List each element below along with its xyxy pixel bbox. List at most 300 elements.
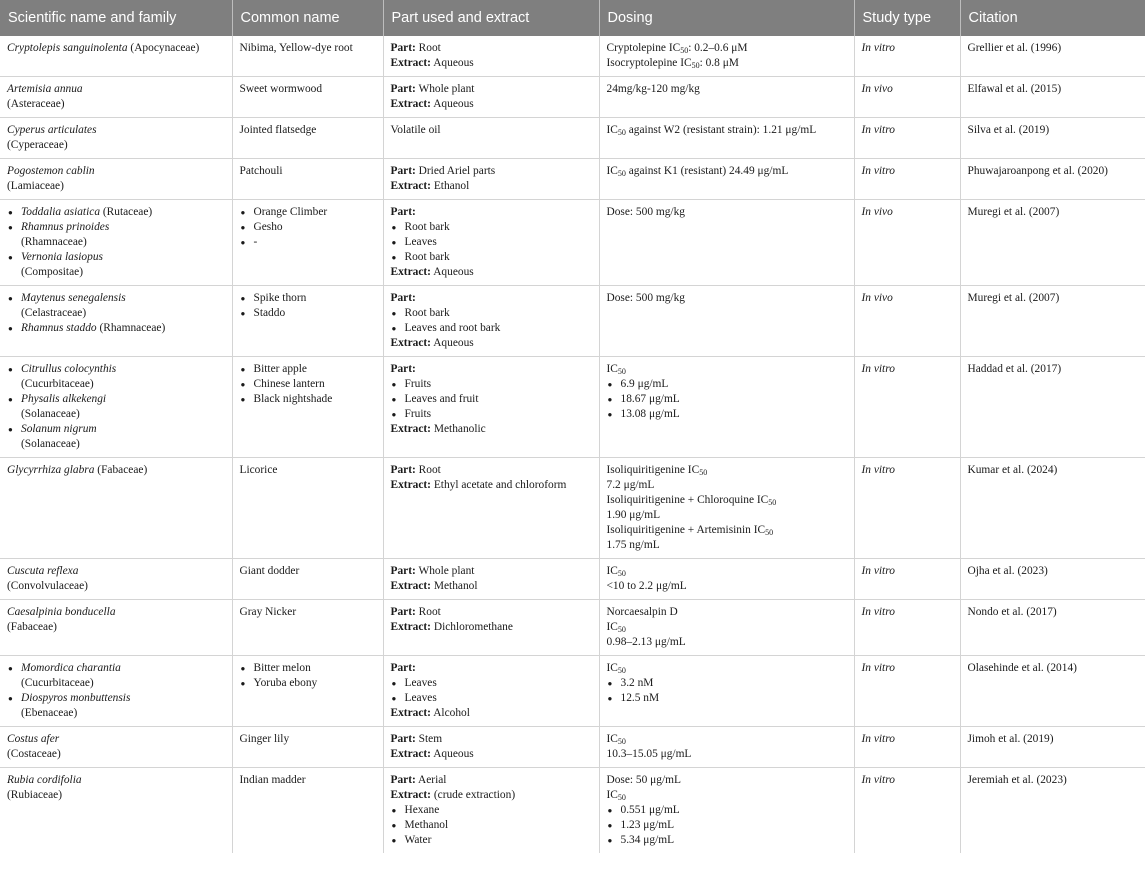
extract-label: Extract: <box>390 707 431 719</box>
family-name: (Rutaceae) <box>100 206 153 218</box>
cell-scientific-name <box>0 357 232 458</box>
table-row <box>0 357 1145 458</box>
extract-line <box>391 422 591 437</box>
family-name: (Cucurbitaceae) <box>21 378 94 390</box>
dose-line <box>607 164 846 179</box>
extract-item: ● Methanol <box>391 818 591 833</box>
common-name: Sweet wormwood <box>239 83 323 95</box>
family-name: (Fabaceae) <box>94 464 148 476</box>
species-name: Rhamnus prinoides <box>21 221 110 233</box>
dose-text: 18.67 μg/mL <box>620 393 680 405</box>
species-name: Diospyros monbuttensis <box>21 692 131 704</box>
study-type: In vitro <box>861 464 895 476</box>
dose-text: IC <box>606 789 618 801</box>
extract-value: Dichloromethane <box>433 621 513 633</box>
cell-study-type <box>854 727 960 768</box>
ic50-subscript: 50 <box>617 169 626 178</box>
cell-part-extract <box>383 768 599 854</box>
part-value: Root <box>418 42 441 54</box>
dose-line <box>607 41 846 56</box>
extract-label: Extract: <box>390 57 431 69</box>
common-name: Jointed flatsedge <box>239 124 317 136</box>
cell-scientific-name <box>0 600 232 656</box>
cell-citation <box>960 77 1145 118</box>
cell-scientific-name <box>0 727 232 768</box>
cell-part-extract <box>383 458 599 559</box>
extract-value: Aqueous <box>433 57 474 69</box>
part-value: Whole plant <box>418 565 475 577</box>
dose-bullet-line <box>607 818 846 833</box>
citation: Jeremiah et al. (2023) <box>967 774 1067 786</box>
dose-line <box>607 538 846 553</box>
study-type: In vitro <box>861 733 895 745</box>
study-type: In vitro <box>861 662 895 674</box>
dose-text: Norcaesalpin D <box>606 606 678 618</box>
cell-study-type <box>854 600 960 656</box>
table-row <box>0 768 1145 854</box>
cell-part-extract <box>383 656 599 727</box>
species-bullet-line <box>7 321 224 336</box>
species-bullet-line <box>7 392 224 407</box>
dose-bullet-line <box>607 407 846 422</box>
cell-citation <box>960 357 1145 458</box>
cell-part-extract <box>383 200 599 286</box>
dose-text: 6.9 μg/mL <box>620 378 669 390</box>
ic50-subscript: 50 <box>617 367 626 376</box>
cell-citation <box>960 656 1145 727</box>
part-line <box>391 205 591 220</box>
cell-common-name <box>232 768 383 854</box>
cell-scientific-name <box>0 458 232 559</box>
part-plain-text: Volatile oil <box>390 124 441 136</box>
dose-bullet-line <box>607 392 846 407</box>
cell-citation <box>960 118 1145 159</box>
dose-text: IC <box>606 662 618 674</box>
cell-part-extract <box>383 286 599 357</box>
dose-line <box>607 579 846 594</box>
citation: Olasehinde et al. (2014) <box>967 662 1077 674</box>
cell-dosing <box>599 559 854 600</box>
part-line <box>391 773 591 788</box>
extract-value: Aqueous <box>433 337 474 349</box>
species-bullet-line <box>7 422 224 437</box>
cell-dosing <box>599 36 854 77</box>
cell-common-name <box>232 200 383 286</box>
family-name: (Solanaceae) <box>21 438 80 450</box>
common-name: Gray Nicker <box>239 606 297 618</box>
extract-label: Extract: <box>390 789 431 801</box>
family-name: (Convolvulaceae) <box>7 580 88 592</box>
study-type: In vitro <box>861 124 895 136</box>
common-name: Nibima, Yellow-dye root <box>239 42 353 54</box>
common-name-item: ● Spike thorn <box>240 291 375 306</box>
citation: Muregi et al. (2007) <box>967 292 1060 304</box>
dose-text: 24mg/kg-120 mg/kg <box>606 83 700 95</box>
cell-common-name <box>232 600 383 656</box>
dose-text: Isoliquiritigenine + Artemisinin IC <box>606 524 766 536</box>
family-name: (Cyperaceae) <box>7 139 68 151</box>
species-line <box>7 41 224 56</box>
dose-line <box>607 747 846 762</box>
extract-value: Aqueous <box>433 98 474 110</box>
cell-part-extract <box>383 559 599 600</box>
extract-label: Extract: <box>390 337 431 349</box>
ic50-subscript: 50 <box>691 61 700 70</box>
dose-line <box>607 732 846 747</box>
study-type: In vitro <box>861 774 895 786</box>
part-item: ● Fruits <box>391 407 591 422</box>
cell-dosing <box>599 77 854 118</box>
dose-text: 7.2 μg/mL <box>606 479 655 491</box>
ic50-subscript: 50 <box>768 498 777 507</box>
dose-bullet-line <box>607 676 846 691</box>
species-name: Toddalia asiatica <box>21 206 101 218</box>
study-type: In vivo <box>861 83 893 95</box>
study-type: In vitro <box>861 606 895 618</box>
dose-text: 0.98–2.13 μg/mL <box>606 636 686 648</box>
cell-citation <box>960 458 1145 559</box>
cell-common-name <box>232 727 383 768</box>
cell-part-extract <box>383 118 599 159</box>
extract-label: Extract: <box>390 748 431 760</box>
citation: Jimoh et al. (2019) <box>967 733 1054 745</box>
cell-part-extract <box>383 600 599 656</box>
study-type: In vitro <box>861 42 895 54</box>
cell-citation <box>960 600 1145 656</box>
table-row <box>0 600 1145 656</box>
header-study-type: Study type <box>854 0 960 36</box>
cell-study-type <box>854 286 960 357</box>
part-value: Root <box>418 606 441 618</box>
species-line <box>7 463 224 478</box>
cell-common-name <box>232 559 383 600</box>
cell-study-type <box>854 357 960 458</box>
cell-common-name <box>232 77 383 118</box>
table-row <box>0 458 1145 559</box>
extract-value: Ethanol <box>433 180 470 192</box>
common-name-item: ● Bitter apple <box>240 362 375 377</box>
dose-line <box>607 362 846 377</box>
extract-line <box>391 336 591 351</box>
part-item: ● Root bark <box>391 220 591 235</box>
citation: Haddad et al. (2017) <box>967 363 1062 375</box>
study-type: In vivo <box>861 292 893 304</box>
part-item: ● Leaves <box>391 676 591 691</box>
part-line <box>391 362 591 377</box>
dose-value: against W2 (resistant strain): 1.21 μg/mL <box>625 124 817 136</box>
cell-scientific-name <box>0 656 232 727</box>
part-line <box>391 661 591 676</box>
dose-line <box>607 605 846 620</box>
dose-line <box>607 493 846 508</box>
cell-study-type <box>854 200 960 286</box>
species-bullet-line <box>7 291 224 306</box>
extract-value: Methanolic <box>433 423 486 435</box>
family-name: (Rubiaceae) <box>7 789 63 801</box>
extract-label: Extract: <box>390 98 431 110</box>
species-name: Cyperus articulates <box>7 124 97 136</box>
study-type: In vivo <box>861 206 893 218</box>
cell-part-extract <box>383 36 599 77</box>
species-name: Pogostemon cablin <box>7 165 95 177</box>
cell-common-name <box>232 656 383 727</box>
common-name-item: ● Staddo <box>240 306 375 321</box>
extract-label: Extract: <box>390 266 431 278</box>
citation: Ojha et al. (2023) <box>967 565 1048 577</box>
extract-line <box>391 706 591 721</box>
species-line <box>7 605 224 620</box>
citation: Grellier et al. (1996) <box>967 42 1062 54</box>
species-line <box>7 564 224 579</box>
cell-dosing <box>599 357 854 458</box>
study-type: In vitro <box>861 565 895 577</box>
family-name: (Compositae) <box>21 266 84 278</box>
dose-line <box>607 82 846 97</box>
cell-common-name <box>232 286 383 357</box>
table-row <box>0 200 1145 286</box>
common-name-item: ● Yoruba ebony <box>240 676 375 691</box>
cell-citation <box>960 559 1145 600</box>
ic50-subscript: 50 <box>680 46 689 55</box>
species-name: Vernonia lasiopus <box>21 251 103 263</box>
cell-dosing <box>599 458 854 559</box>
cell-scientific-name <box>0 77 232 118</box>
dose-line <box>607 56 846 71</box>
part-label: Part: <box>390 165 416 177</box>
family-name: (Lamiaceae) <box>7 180 64 192</box>
dose-text: Isoliquiritigenine IC <box>606 464 700 476</box>
citation: Muregi et al. (2007) <box>967 206 1060 218</box>
header-part-extract: Part used and extract <box>383 0 599 36</box>
species-name: Momordica charantia <box>21 662 121 674</box>
species-name: Glycyrrhiza glabra <box>7 464 95 476</box>
species-name: Caesalpinia bonducella <box>7 606 116 618</box>
dose-text: <10 to 2.2 μg/mL <box>606 580 687 592</box>
table-row <box>0 559 1145 600</box>
cell-dosing <box>599 159 854 200</box>
table-row <box>0 286 1145 357</box>
dose-bullet-line <box>607 833 846 848</box>
dose-line <box>607 635 846 650</box>
cell-dosing <box>599 286 854 357</box>
cell-scientific-name <box>0 200 232 286</box>
species-line <box>7 732 224 747</box>
dose-text: IC <box>606 621 618 633</box>
study-type: In vitro <box>861 165 895 177</box>
cell-common-name <box>232 458 383 559</box>
extract-line <box>391 788 591 803</box>
part-item: ● Fruits <box>391 377 591 392</box>
extract-line <box>391 265 591 280</box>
table-row <box>0 727 1145 768</box>
species-bullet-line <box>7 691 224 706</box>
table-row <box>0 656 1145 727</box>
dose-line <box>607 508 846 523</box>
ic50-subscript: 50 <box>617 569 626 578</box>
cell-citation <box>960 200 1145 286</box>
extract-line <box>391 747 591 762</box>
citation: Elfawal et al. (2015) <box>967 83 1062 95</box>
dose-bullet-line <box>607 377 846 392</box>
table-row <box>0 159 1145 200</box>
cell-dosing <box>599 656 854 727</box>
dose-value: : 0.2–0.6 μM <box>688 42 748 54</box>
dose-text: 12.5 nM <box>620 692 660 704</box>
cell-study-type <box>854 768 960 854</box>
dose-text: 3.2 nM <box>620 677 654 689</box>
extract-value: Aqueous <box>433 266 474 278</box>
cell-study-type <box>854 77 960 118</box>
part-label: Part: <box>390 42 416 54</box>
ic50-subscript: 50 <box>765 528 774 537</box>
cell-study-type <box>854 458 960 559</box>
dose-line <box>607 123 846 138</box>
dose-line <box>607 661 846 676</box>
header-scientific-name: Scientific name and family <box>0 0 232 36</box>
part-item: ● Leaves and fruit <box>391 392 591 407</box>
species-name: Rhamnus staddo <box>21 322 97 334</box>
cell-scientific-name <box>0 286 232 357</box>
citation: Phuwajaroanpong et al. (2020) <box>967 165 1108 177</box>
part-line <box>391 41 591 56</box>
dose-text: 1.23 μg/mL <box>620 819 675 831</box>
part-line <box>391 732 591 747</box>
part-label: Part: <box>390 733 416 745</box>
extract-line <box>391 179 591 194</box>
common-name: Licorice <box>239 464 278 476</box>
cell-common-name <box>232 357 383 458</box>
dose-line <box>607 205 846 220</box>
cell-scientific-name <box>0 559 232 600</box>
extract-label: Extract: <box>390 479 431 491</box>
cell-study-type <box>854 118 960 159</box>
common-name: Indian madder <box>239 774 306 786</box>
common-name: Patchouli <box>239 165 283 177</box>
cell-scientific-name <box>0 159 232 200</box>
family-name: (Cucurbitaceae) <box>21 677 94 689</box>
citation: Nondo et al. (2017) <box>967 606 1057 618</box>
dose-line <box>607 291 846 306</box>
part-label: Part: <box>390 292 416 304</box>
table-body <box>0 36 1145 853</box>
species-name: Cryptolepis sanguinolenta <box>7 42 128 54</box>
species-line <box>7 164 224 179</box>
extract-line <box>391 56 591 71</box>
dose-text: IC <box>606 124 618 136</box>
table-header <box>0 0 1145 36</box>
cell-study-type <box>854 36 960 77</box>
dose-text: Isocryptolepine IC <box>606 57 692 69</box>
dose-text: Dose: 50 μg/mL <box>606 774 681 786</box>
species-line <box>7 123 224 138</box>
cell-citation <box>960 286 1145 357</box>
family-name: (Costaceae) <box>7 748 61 760</box>
cell-dosing <box>599 118 854 159</box>
header-citation: Citation <box>960 0 1145 36</box>
part-label: Part: <box>390 206 416 218</box>
species-bullet-line <box>7 250 224 265</box>
part-label: Part: <box>390 662 416 674</box>
dose-text: 0.551 μg/mL <box>620 804 680 816</box>
extract-line <box>391 579 591 594</box>
part-line <box>391 82 591 97</box>
species-name: Physalis alkekengi <box>21 393 107 405</box>
part-item: ● Leaves and root bark <box>391 321 591 336</box>
cell-scientific-name <box>0 36 232 77</box>
family-name: (Ebenaceae) <box>21 707 78 719</box>
species-name: Costus afer <box>7 733 60 745</box>
cell-part-extract <box>383 77 599 118</box>
dose-text: 5.34 μg/mL <box>620 834 675 846</box>
dose-text: Isoliquiritigenine + Chloroquine IC <box>606 494 769 506</box>
species-line <box>7 773 224 788</box>
family-name: (Rhamnaceae) <box>96 322 166 334</box>
cell-citation <box>960 159 1145 200</box>
cell-dosing <box>599 600 854 656</box>
part-value: Aerial <box>418 774 447 786</box>
extract-label: Extract: <box>390 621 431 633</box>
common-name-item: ● - <box>240 235 375 250</box>
cell-study-type <box>854 159 960 200</box>
cell-citation <box>960 727 1145 768</box>
part-line <box>391 291 591 306</box>
header-row <box>0 0 1145 36</box>
cell-scientific-name <box>0 768 232 854</box>
cell-study-type <box>854 559 960 600</box>
species-name: Maytenus senegalensis <box>21 292 126 304</box>
family-name: (Solanaceae) <box>21 408 80 420</box>
common-name: Ginger lily <box>239 733 290 745</box>
cell-scientific-name <box>0 118 232 159</box>
dose-text: Dose: 500 mg/kg <box>606 206 685 218</box>
dose-text: IC <box>606 565 618 577</box>
cell-citation <box>960 768 1145 854</box>
study-type: In vitro <box>861 363 895 375</box>
part-value: Stem <box>418 733 443 745</box>
citation: Silva et al. (2019) <box>967 124 1050 136</box>
cell-study-type <box>854 656 960 727</box>
part-label: Part: <box>390 464 416 476</box>
common-name-item: ● Orange Climber <box>240 205 375 220</box>
table-row <box>0 77 1145 118</box>
part-line <box>391 164 591 179</box>
common-name-item: ● Black nightshade <box>240 392 375 407</box>
common-name: Giant dodder <box>239 565 300 577</box>
family-name: (Rhamnaceae) <box>21 236 87 248</box>
extract-value: Aqueous <box>433 748 474 760</box>
header-common-name: Common name <box>232 0 383 36</box>
table-row <box>0 118 1145 159</box>
citation: Kumar et al. (2024) <box>967 464 1058 476</box>
part-value: Dried Ariel parts <box>418 165 496 177</box>
cell-part-extract <box>383 357 599 458</box>
cell-common-name <box>232 159 383 200</box>
ic50-subscript: 50 <box>617 128 626 137</box>
dose-line <box>607 523 846 538</box>
cell-dosing <box>599 727 854 768</box>
dose-text: 10.3–15.05 μg/mL <box>606 748 692 760</box>
family-name: (Fabaceae) <box>7 621 57 633</box>
dose-line <box>607 620 846 635</box>
species-bullet-line <box>7 205 224 220</box>
dose-bullet-line <box>607 691 846 706</box>
common-name-item: ● Bitter melon <box>240 661 375 676</box>
dose-text: 1.75 ng/mL <box>606 539 660 551</box>
part-line <box>391 564 591 579</box>
common-name-item: ● Gesho <box>240 220 375 235</box>
part-item: ● Leaves <box>391 235 591 250</box>
part-label: Part: <box>390 83 416 95</box>
